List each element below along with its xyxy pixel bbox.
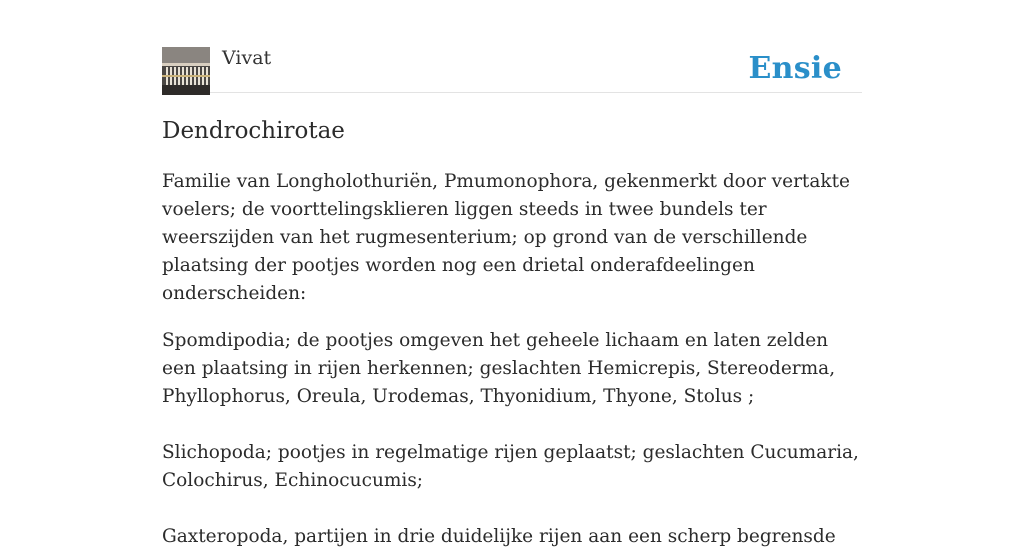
entry-paragraph: Familie van Longholothuriën, Pmumonophora, gekenmerkt door vertakte voelers; de voorttelingsklieren liggen steeds in twee bundels ter weerszijden van het rugmesenterium; op grond van de verschillende plaatsing der pootjes worden nog een drietal onderafdeelingen onderscheiden: [162, 171, 850, 304]
brand-logo[interactable]: Ensie [748, 51, 842, 86]
library-bookshelf-icon [162, 47, 210, 95]
paragraph-spacer [162, 411, 862, 439]
page-container [162, 0, 862, 547]
paragraph-spacer [162, 495, 862, 523]
entry-body [162, 168, 862, 551]
username[interactable]: Vivat [222, 47, 272, 69]
user-avatar[interactable] [162, 47, 210, 95]
header [162, 0, 862, 93]
entry-paragraph: Spomdipodia; de pootjes omgeven het geheele lichaam en laten zelden een plaatsing in rijen herkennen; geslachten Hemicrepis, Stereoderma, Phyllophorus, Oreula, Urodemas, Thyonidium, Thyone, Stolus ; [162, 330, 836, 407]
entry-title: Dendrochirotae [162, 118, 345, 144]
entry-paragraph: Slichopoda; pootjes in regelmatige rijen geplaatst; geslachten Cucumaria, Colochirus, Echinocucumis; [162, 442, 859, 491]
entry-paragraph: Gaxteropoda, partijen in drie duidelijke rijen aan een scherp begrensde [162, 526, 836, 547]
